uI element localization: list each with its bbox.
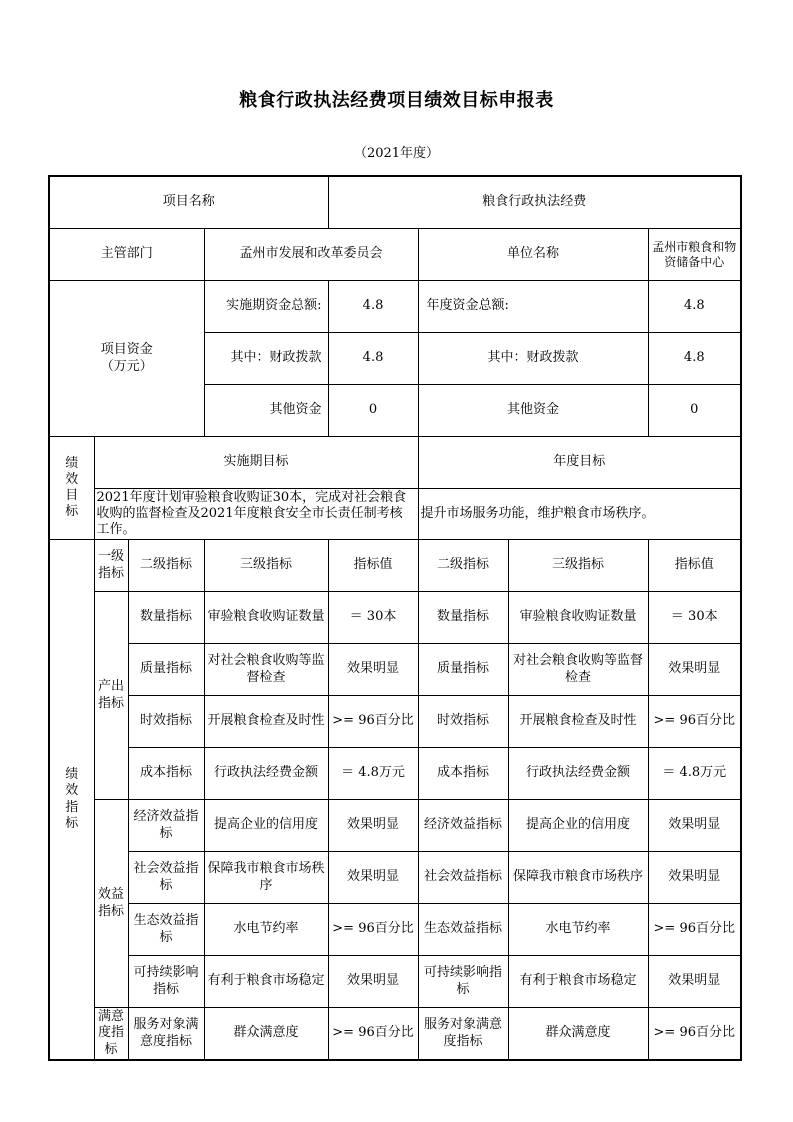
row-level2b: 经济效益指标 (418, 800, 508, 852)
row-value: 效果明显 (328, 644, 418, 696)
row-value: 效果明显 (328, 852, 418, 904)
funds-label-text: 项目资金 （万元） (100, 342, 153, 374)
row-level3: 群众满意度 (204, 1008, 328, 1061)
annual-funds-label: 年度资金总额: (418, 281, 648, 333)
row-level3b: 群众满意度 (508, 1008, 648, 1061)
row-valueb: ＝ 4.8万元 (648, 748, 741, 800)
row-level3: 行政执法经费金额 (204, 748, 328, 800)
annual-funds-value: 4.8 (648, 281, 741, 333)
project-name-value: 粮食行政执法经费 (328, 176, 741, 229)
indicators-label-text: 绩 效 指 标 (65, 767, 79, 831)
table-row (49, 696, 741, 748)
department-row (49, 229, 741, 281)
row-value: ＝ 30本 (328, 592, 418, 644)
row-valueb: 效果明显 (648, 852, 741, 904)
level1-header: 一级指标 (94, 540, 128, 592)
row-level3: 水电节约率 (204, 904, 328, 956)
row-value: 效果明显 (328, 956, 418, 1008)
row-level3: 提高企业的信用度 (204, 800, 328, 852)
row-level3: 审验粮食收购证数量 (204, 592, 328, 644)
other-value-annual: 0 (648, 385, 741, 437)
row-level2: 生态效益指标 (128, 904, 204, 956)
row-level3b: 审验粮食收购证数量 (508, 592, 648, 644)
row-level2b: 质量指标 (418, 644, 508, 696)
row-value: >= 96百分比 (328, 1008, 418, 1061)
row-level2b: 服务对象满意度指标 (418, 1008, 508, 1061)
goals-text-row (49, 489, 741, 540)
benefit-indicator-label: 效益指标 (94, 800, 128, 1008)
level2-header: 二级指标 (128, 540, 204, 592)
table-row (49, 956, 741, 1008)
indicators-label (49, 540, 94, 1061)
performance-table (48, 175, 742, 1061)
other-label-annual: 其他资金 (418, 385, 648, 437)
row-level2b: 成本指标 (418, 748, 508, 800)
finance-value: 4.8 (328, 333, 418, 385)
row-level2: 可持续影响指标 (128, 956, 204, 1008)
row-level2: 成本指标 (128, 748, 204, 800)
table-row (49, 852, 741, 904)
value-header: 指标值 (328, 540, 418, 592)
row-level3b: 水电节约率 (508, 904, 648, 956)
row-level3b: 对社会粮食收购等监督检查 (508, 644, 648, 696)
row-level2: 质量指标 (128, 644, 204, 696)
row-valueb: >= 96百分比 (648, 904, 741, 956)
row-level2: 时效指标 (128, 696, 204, 748)
row-valueb: >= 96百分比 (648, 696, 741, 748)
annual-goal-text: 提升市场服务功能，维护粮食市场秩序。 (418, 489, 741, 540)
project-name-row (49, 176, 741, 229)
row-valueb: 效果明显 (648, 644, 741, 696)
row-level3: 保障我市粮食市场秩序 (204, 852, 328, 904)
row-level2b: 数量指标 (418, 592, 508, 644)
row-level3: 对社会粮食收购等监督检查 (204, 644, 328, 696)
unit-value: 孟州市粮食和物资储备中心 (648, 229, 741, 281)
table-row (49, 644, 741, 696)
period-goal-header: 实施期目标 (94, 437, 418, 489)
row-valueb: 效果明显 (648, 956, 741, 1008)
period-goal-text: 2021年度计划审验粮食收购证30本，完成对社会粮食收购的监督检查及2021年度粮食安全市长责任制考核工作。 (94, 489, 418, 540)
dept-value: 孟州市发展和改革委员会 (204, 229, 418, 281)
row-level3b: 提高企业的信用度 (508, 800, 648, 852)
row-level2b: 可持续影响指标 (418, 956, 508, 1008)
other-label: 其他资金 (204, 385, 328, 437)
table-row (49, 904, 741, 956)
total-funds-label: 实施期资金总额: (204, 281, 328, 333)
finance-label-annual: 其中：财政拨款 (418, 333, 648, 385)
other-value: 0 (328, 385, 418, 437)
table-row (49, 748, 741, 800)
report-year: （2021年度） (353, 146, 440, 161)
finance-value-annual: 4.8 (648, 333, 741, 385)
row-valueb: ＝ 30本 (648, 592, 741, 644)
row-level3b: 保障我市粮食市场秩序 (508, 852, 648, 904)
row-valueb: 效果明显 (648, 800, 741, 852)
row-level2: 社会效益指标 (128, 852, 204, 904)
row-valueb: >= 96百分比 (648, 1008, 741, 1061)
total-funds-value: 4.8 (328, 281, 418, 333)
level3-header: 三级指标 (204, 540, 328, 592)
valueb-header: 指标值 (648, 540, 741, 592)
row-level3b: 开展粮食检查及时性 (508, 696, 648, 748)
satisfaction-indicator-label: 满意度指标 (94, 1008, 128, 1061)
row-value: 效果明显 (328, 800, 418, 852)
dept-label: 主管部门 (49, 229, 204, 281)
row-level3b: 有利于粮食市场稳定 (508, 956, 648, 1008)
row-level2b: 社会效益指标 (418, 852, 508, 904)
goals-label-text: 绩 效 目 标 (65, 455, 79, 520)
page-title: 粮食行政执法经费项目绩效目标申报表 (239, 90, 554, 111)
row-level3: 有利于粮食市场稳定 (204, 956, 328, 1008)
goals-header-row (49, 437, 741, 489)
row-level3b: 行政执法经费金额 (508, 748, 648, 800)
row-value: >= 96百分比 (328, 696, 418, 748)
table-row (49, 1008, 741, 1061)
row-level2: 服务对象满意度指标 (128, 1008, 204, 1061)
row-level2b: 时效指标 (418, 696, 508, 748)
row-level3: 开展粮食检查及时性 (204, 696, 328, 748)
annual-goal-header: 年度目标 (418, 437, 741, 489)
row-value: >= 96百分比 (328, 904, 418, 956)
row-level2: 经济效益指标 (128, 800, 204, 852)
table-row (49, 592, 741, 644)
level2b-header: 二级指标 (418, 540, 508, 592)
row-value: ＝ 4.8万元 (328, 748, 418, 800)
unit-label: 单位名称 (418, 229, 648, 281)
table-row (49, 800, 741, 852)
project-name-label: 项目名称 (49, 176, 328, 229)
level3b-header: 三级指标 (508, 540, 648, 592)
indicator-header-row (49, 540, 741, 592)
funds-label (49, 281, 204, 437)
finance-label: 其中：财政拨款 (204, 333, 328, 385)
row-level2b: 生态效益指标 (418, 904, 508, 956)
row-level2: 数量指标 (128, 592, 204, 644)
goals-label (49, 437, 94, 540)
output-indicator-label: 产出指标 (94, 592, 128, 800)
funds-row-total (49, 281, 741, 333)
